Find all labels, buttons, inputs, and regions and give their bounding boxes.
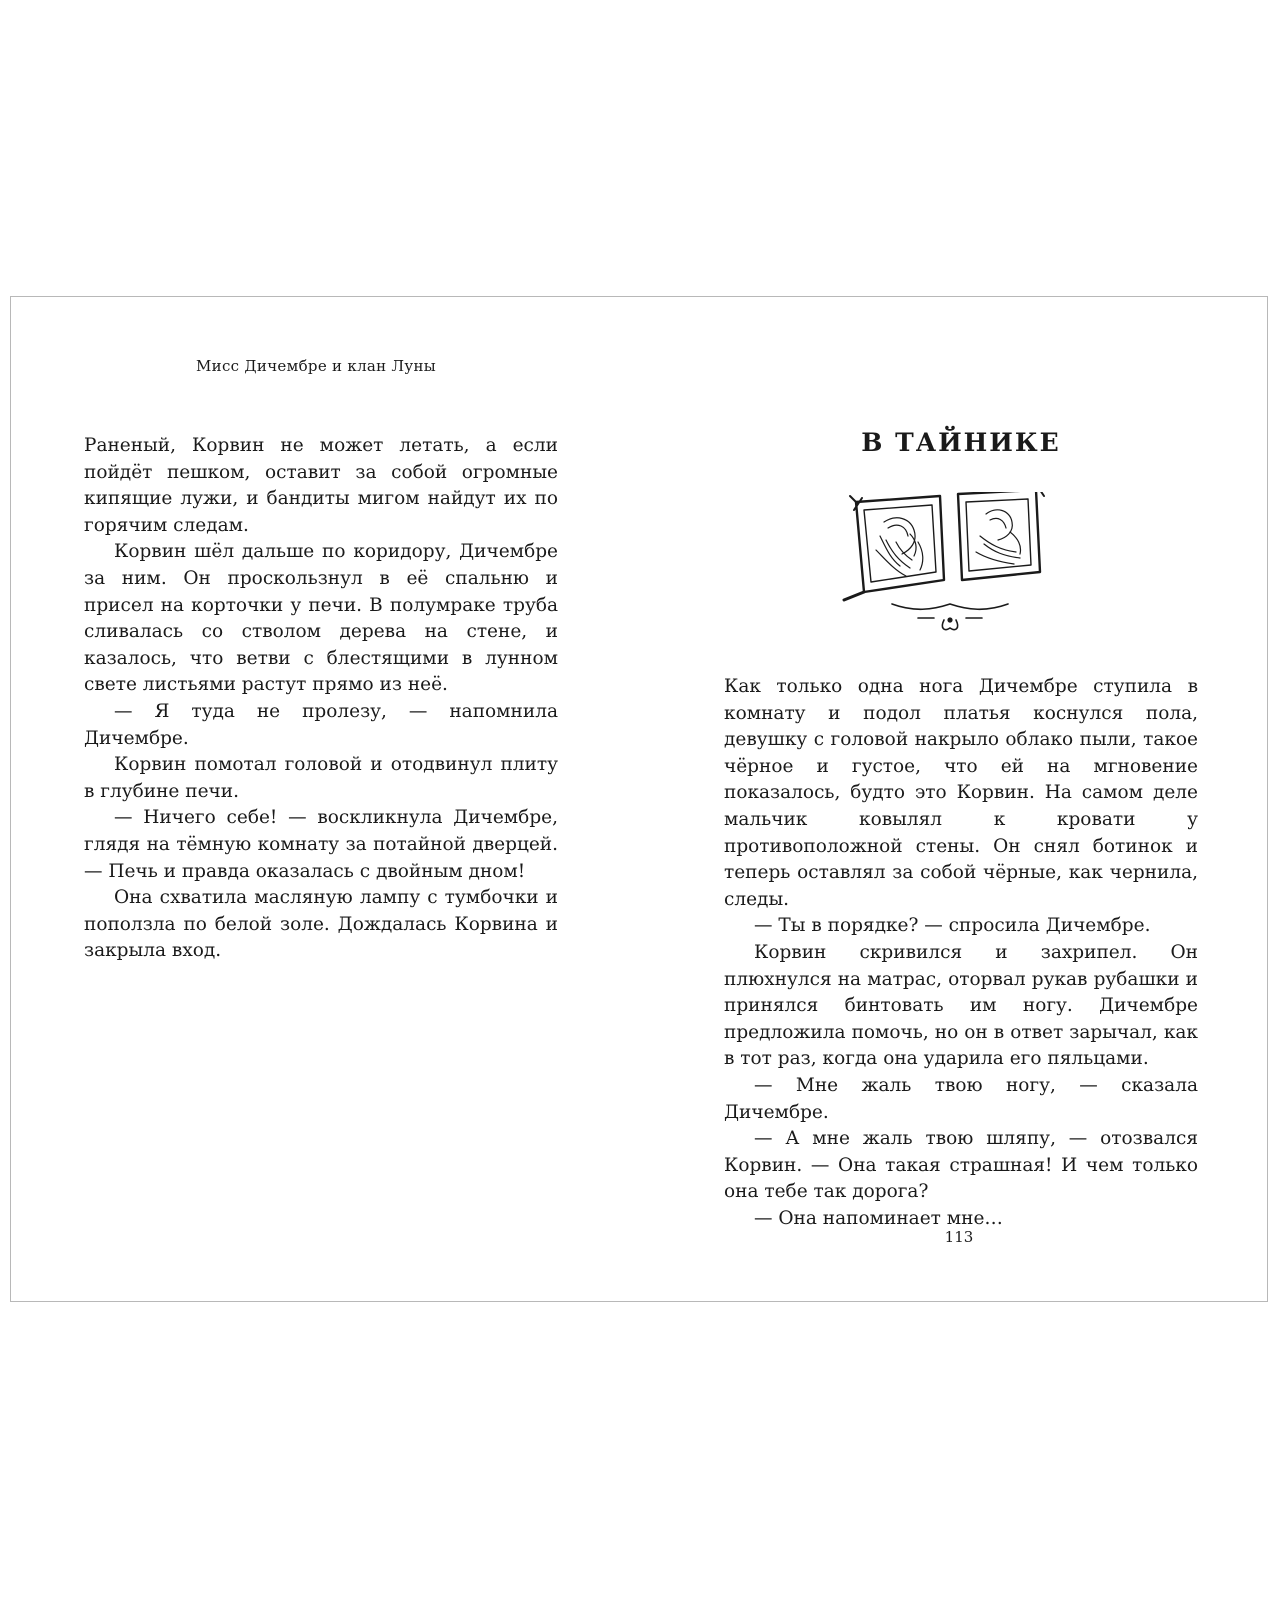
paragraph: Она схватила масляную лампу с тумбочки и поползла по белой золе. Дождалась Корвина и закрыла вход. xyxy=(84,887,558,962)
paragraph: — Ты в порядке? — спросила Дичембре. xyxy=(754,915,1151,937)
paragraph: — А мне жаль твою шляпу, — отозвался Корвин. — Она такая страшная! И чем только она тебе так дорога? xyxy=(724,1128,1198,1203)
running-head: Мисс Дичембре и клан Луны xyxy=(196,357,437,375)
paragraph: — Мне жаль твою ногу, — сказала Дичембре. xyxy=(724,1074,1198,1123)
paragraph: — Ничего себе! — воскликнула Дичембре, глядя на тёмную комнату за потайной дверцей. — Печь и правда оказалась с двойным дном! xyxy=(84,807,558,882)
paragraph: — Она напоминает мне… xyxy=(754,1207,1003,1229)
paragraph: Раненый, Корвин не может летать, а если пойдёт пешком, оставит за собой огромные кипящие лужи, и бандиты мигом найдут их по горячим следам. xyxy=(84,435,558,536)
paragraph: Корвин шёл дальше по коридору, Дичембре за ним. Он проскользнул в её спальню и присел на корточки у печи. В полумраке труба сливалась со стволом дерева на стене, и казалось, что ветви с блестящими в лунном свете листьями растут прямо из неё. xyxy=(84,541,558,696)
right-page-text xyxy=(724,674,1198,1232)
chapter-title: В ТАЙНИКЕ xyxy=(861,428,1061,457)
left-page-text xyxy=(84,433,558,965)
paragraph: Как только одна нога Дичембре ступила в комнату и подол платья коснулся пола, девушку с головой накрыло облако пыли, такое чёрное и густое, что ей на мгновение показалось, будто это Корвин. На самом деле мальчик ковылял к кровати у противоположной стены. Он снял ботинок и теперь оставлял за собой чёрные, как чернила, следы. xyxy=(724,676,1198,910)
paragraph: — Я туда не пролезу, — напомнила Дичембре. xyxy=(84,700,558,749)
paragraph: Корвин скривился и захрипел. Он плюхнулся на матрас, оторвал рукав рубашки и принялся бинтовать им ногу. Дичембре предложила помочь, но он в ответ зарычал, как в тот раз, когда она ударила его пяльцами. xyxy=(724,941,1198,1070)
page-number: 113 xyxy=(944,1228,974,1246)
paragraph: Корвин помотал головой и отодвинул плиту в глубине печи. xyxy=(84,754,558,802)
portraits-illustration xyxy=(840,492,1060,652)
